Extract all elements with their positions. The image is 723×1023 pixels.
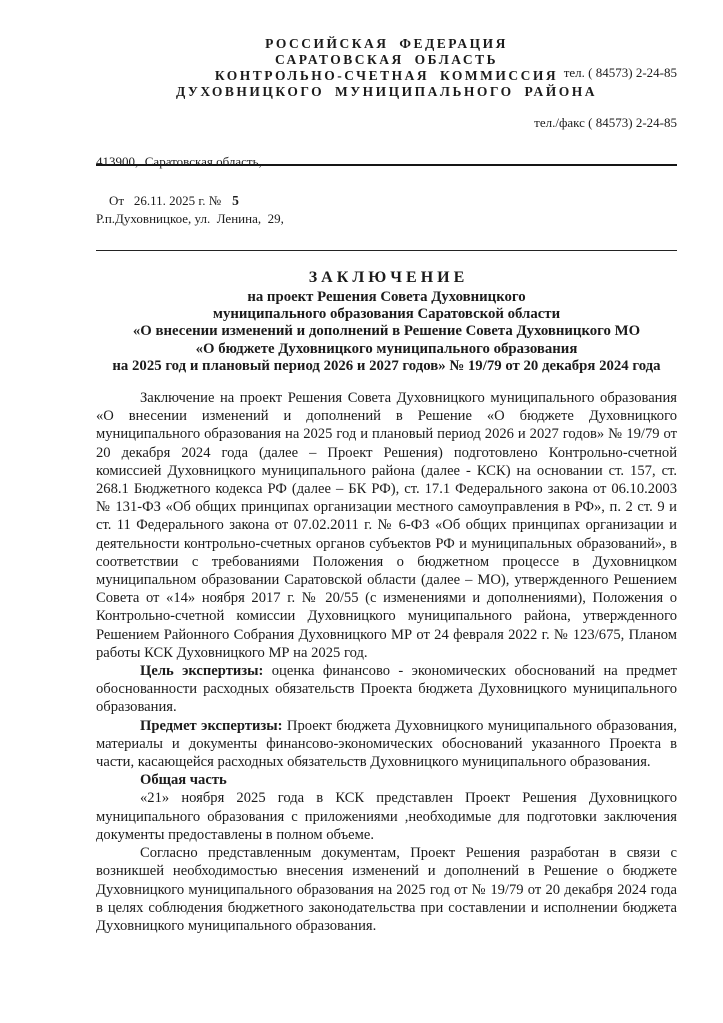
intro-paragraph: Заключение на проект Решения Совета Духовницкого муниципального образования «О внесении изменений и дополнений в Решение «О бюджете Духовницкого муниципального образования на 2025 год и плановый период 2026 и 2027 годов» № 19/79 от 20 декабря 2024 года (далее – Проект Решения) подготовлено Контрольно-счетной комиссией Духовницкого муниципального района (далее - КСК) на основании ст. 157, ст. 268.1 Бюджетного кодекса РФ (далее – БК РФ), ст. 17.1 Федерального закона от 06.10.2003 № 131-ФЗ «Об общих принципах организации местного самоуправления в РФ», п. 2 ст. 9 и ст. 11 Федерального закона от 07.02.2011 г. № 6-ФЗ «Об общих принципах организации и деятельности контрольно-счетных органов субъектов РФ и муниципальных образований», в соответствии с требованиями Положения о бюджетном процессе в Духовницком муниципальном образовании Саратовской области (далее – МО), утвержденного Решением Совета от «14» ноября 2017 г. № 20/55 (с изменениями и дополнениями), Положения о Контрольно-счетной комиссии Духовницкого муниципального района, утвержденного Решением Районного Собрания Духовницкого МР от 24 февраля 2022 г. № 123/675, Планом работы КСК Духовницкого МР на 2025 год.: [96, 390, 677, 661]
document-title: [96, 268, 677, 375]
title-line-6: на 2025 год и плановый период 2026 и 2027 годов» № 19/79 от 20 декабря 2024 года: [112, 357, 661, 374]
letterhead-line-country: РОССИЙСКАЯ ФЕДЕРАЦИЯ: [265, 36, 508, 51]
goal-text: оценка финансово - экономических обоснований на предмет обоснованности расходных обязательств Проекта бюджета Духовницкого муниципального образования.: [96, 663, 677, 716]
submission-paragraph: «21» ноября 2025 года в КСК представлен Проект Решения Духовницкого муниципального образования с приложениями ,необходимые для подготовки заключения документы предоставлены в полном объеме.: [96, 790, 677, 843]
address-line-2: Р.п.Духовницкое, ул. Ленина, 29,: [96, 211, 284, 226]
phone-line: тел. ( 84573) 2-24-85: [563, 65, 677, 80]
letterhead-line-district: ДУХОВНИЦКОГО МУНИЦИПАЛЬНОГО РАЙОНА: [175, 84, 598, 99]
document-body: [96, 389, 677, 935]
subject-label: Предмет экспертизы:: [140, 717, 283, 734]
letterhead-line-region: САРАТОВСКАЯ ОБЛАСТЬ: [274, 52, 499, 67]
reference-date: От 26.11. 2025 г. №: [109, 193, 222, 208]
title-line-2: на проект Решения Совета Духовницкого: [247, 289, 526, 305]
goal-paragraph: [96, 662, 677, 717]
subject-paragraph: [96, 717, 677, 772]
letterhead-line-commission: КОНТРОЛЬНО-СЧЕТНАЯ КОММИССИЯ: [214, 68, 559, 83]
phone-block: [534, 32, 677, 164]
subject-text: Проект бюджета Духовницкого муниципального образования, материалы и документы финансово-экономических обоснований указанного Проекта в части, касающейся расходных обязательств Духовницкого муниципального образования.: [96, 717, 677, 771]
title-line-5: «О бюджете Духовницкого муниципального образования: [195, 340, 578, 357]
rationale-paragraph: Согласно представленным документам, Проект Решения разработан в связи с возникшей необходимостью внесения изменений и дополнений в Решение о бюджете Духовницкого муниципального образования на 2025 год от № 19/79 от 20 декабря 2024 года в целях соблюдения бюджетного законодательства при составлении и исполнении бюджета Духовницкого муниципального образования.: [96, 845, 677, 934]
title-line-4: «О внесении изменений и дополнений в Решение Совета Духовницкого МО: [132, 323, 641, 340]
title-line-3: муниципального образования Саратовской области: [212, 306, 561, 323]
goal-label: Цель экспертизы:: [140, 663, 264, 680]
title-word: З А К Л Ю Ч Е Н И Е: [308, 269, 465, 286]
section-heading-general: Общая часть: [140, 772, 227, 789]
address-line-1: 413900, Саратовская область,: [96, 154, 262, 169]
reference-number: 5: [232, 193, 239, 208]
fax-line: тел./факс ( 84573) 2-24-85: [534, 114, 677, 130]
